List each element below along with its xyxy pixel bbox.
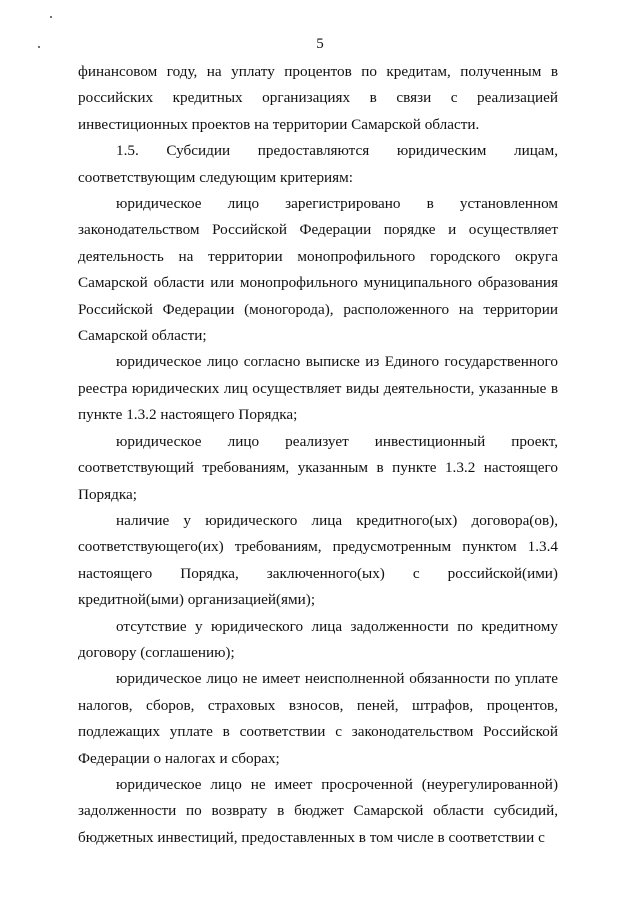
paragraph-criterion-no-debt: отсутствие у юридического лица задолженности по кредитному договору (соглашению); bbox=[78, 617, 558, 661]
paragraph-criterion-taxes: юридическое лицо не имеет неисполненной обязанности по уплате налогов, сборов, страховых взносов, пеней, штрафов, процентов, подлежащих уплате в соответствии с законодательством Российской Федерации о налогах и сборах; bbox=[78, 670, 558, 767]
paragraph-criterion-project: юридическое лицо реализует инвестиционный проект, соответствующий требованиям, указанным в пункте 1.3.2 настоящего Порядка; bbox=[78, 432, 558, 503]
page-number: 5 bbox=[316, 36, 324, 52]
paragraph-criterion-registration: юридическое лицо зарегистрировано в установленном законодательством Российской Федерации порядке и осуществляет деятельность на территории монопрофильного городского округа Самарской области или монопрофильного муниципального образования Российской Федерации (моногорода), расположенного на территории Самарской области; bbox=[78, 195, 558, 345]
paragraph-section-1-5: 1.5. Субсидии предоставляются юридическим лицам, соответствующим следующим критериям: bbox=[78, 142, 558, 186]
paragraph-continuation: финансовом году, на уплату процентов по кредитам, полученным в российских кредитных организациях в связи с реализацией инвестиционных проектов на территории Самарской области. bbox=[78, 63, 558, 133]
scan-artifact-dot bbox=[50, 16, 52, 18]
document-body bbox=[78, 59, 558, 851]
paragraph-criterion-activity: юридическое лицо согласно выписке из Единого государственного реестра юридических лиц осуществляет виды деятельности, указанные в пункте 1.3.2 настоящего Порядка; bbox=[78, 353, 558, 424]
paragraph-criterion-budget-debt: юридическое лицо не имеет просроченной (неурегулированной) задолженности по возврату в бюджет Самарской области субсидий, бюджетных инвестиций, предоставленных в том числе в соответствии с bbox=[78, 775, 558, 846]
paragraph-criterion-credit-agreement: наличие у юридического лица кредитного(ых) договора(ов), соответствующего(их) требованиям, предусмотренным пунктом 1.3.4 настоящего Порядка, заключенного(ых) с российской(ими) кредитной(ыми) организацией(ями); bbox=[78, 511, 558, 609]
